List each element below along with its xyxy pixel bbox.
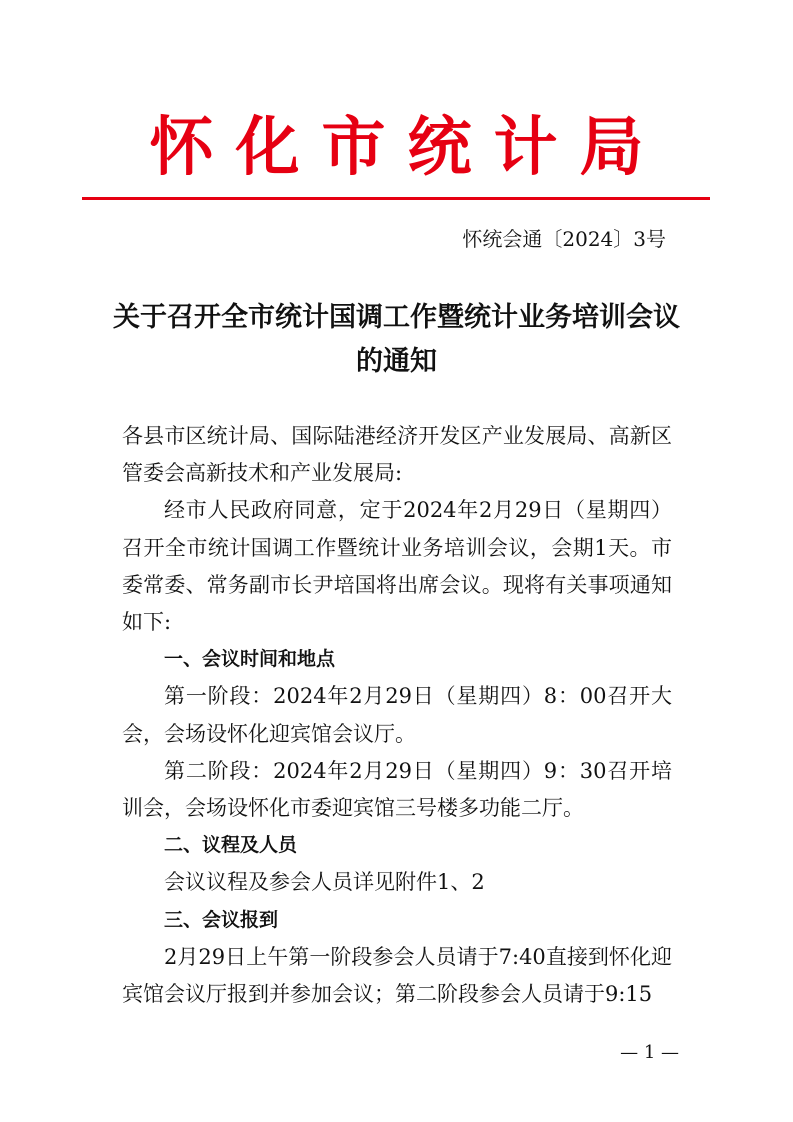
paragraph-stage-one: 第一阶段：2024年2月29日（星期四）8：00召开大会，会场设怀化迎宾馆会议厅。 [122, 684, 672, 746]
section-heading-time-place: 一、会议时间和地点 [164, 648, 336, 671]
page-number: — 1 — [620, 1042, 679, 1063]
section-heading-registration: 三、会议报到 [164, 908, 279, 931]
paragraph-agenda: 会议议程及参会人员详见附件1、2 [164, 870, 485, 895]
addressee: 各县市区统计局、国际陆港经济开发区产业发展局、高新区管委会高新技术和产业发展局: [122, 424, 672, 486]
paragraph-registration: 2月29日上午第一阶段参会人员请于7:40直接到怀化迎宾馆会议厅报到并参加会议；第二阶段参会人员请于9:15 [122, 944, 672, 1007]
document-number: 怀统会通〔2024〕3号 [462, 227, 666, 251]
document-body [122, 418, 672, 1013]
section-heading-agenda: 二、议程及人员 [164, 834, 298, 857]
document-title: 关于召开全市统计国调工作暨统计业务培训会议的通知 [113, 302, 680, 377]
letterhead-title: 怀化市统计局 [149, 110, 666, 185]
paragraph-stage-two: 第二阶段：2024年2月29日（星期四）9：30召开培训会，会场设怀化市委迎宾馆三号楼多功能二厅。 [122, 758, 672, 821]
letterhead-red-rule [82, 197, 710, 200]
intro-paragraph: 经市人民政府同意，定于2024年2月29日（星期四）召开全市统计国调工作暨统计业务培训会议，会期1天。市委常委、常务副市长尹培国将出席会议。现将有关事项通知如下: [122, 498, 672, 635]
